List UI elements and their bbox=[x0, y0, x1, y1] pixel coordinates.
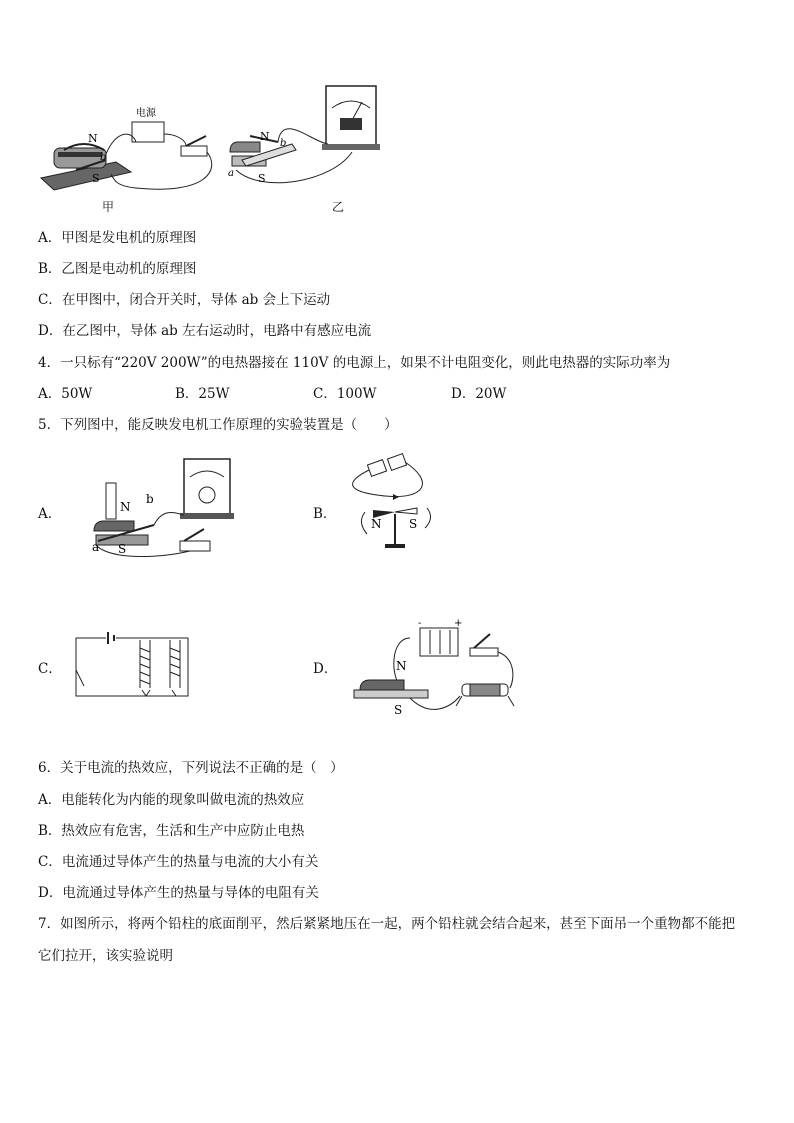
jia-s-label: S bbox=[92, 172, 100, 185]
q6-option-d: D．电流通过导体产生的热量与导体的电阻有关 bbox=[38, 885, 319, 901]
q5-b-n-label: N bbox=[371, 517, 382, 531]
q6-option-c: C．电流通过导体产生的热量与电流的大小有关 bbox=[38, 854, 319, 870]
q5-b-s-label: S bbox=[409, 517, 418, 531]
q5-stem: 5．下列图中，能反映发电机工作原理的实验装置是（ ） bbox=[38, 417, 398, 433]
yi-b-label: b bbox=[280, 138, 287, 149]
yi-s-label: S bbox=[258, 172, 266, 185]
jia-b-label: b bbox=[100, 152, 107, 163]
q6-option-b: B．热效应有危害，生活和生产中应防止电热 bbox=[38, 823, 305, 839]
q5-d-n-label: N bbox=[396, 659, 407, 673]
q4-option-d: D．20W bbox=[451, 386, 507, 402]
figure-yi bbox=[222, 82, 392, 192]
q3-option-a: A．甲图是发电机的原理图 bbox=[38, 230, 197, 246]
q5-figure-b bbox=[345, 452, 445, 562]
q5-a-b-label: b bbox=[146, 492, 154, 506]
q5-label-c: C． bbox=[38, 661, 62, 677]
q7-stem-line2: 它们拉开，该实验说明 bbox=[38, 948, 173, 964]
q5-d-s-label: S bbox=[394, 703, 403, 717]
q5-d-minus-label: - bbox=[418, 618, 422, 629]
q5-figure-d bbox=[350, 618, 525, 718]
q5-a-n-label: N bbox=[120, 500, 131, 514]
figure-jia bbox=[36, 100, 226, 195]
q5-figure-a bbox=[84, 455, 244, 565]
q7-stem-line1: 7．如图所示，将两个铅柱的底面削平，然后紧紧地压在一起，两个铅柱就会结合起来，甚至下面吊一个重物都不能把 bbox=[38, 916, 736, 932]
q3-option-d: D．在乙图中，导体 ab 左右运动时，电路中有感应电流 bbox=[38, 323, 372, 339]
q6-option-a: A．电能转化为内能的现象叫做电流的热效应 bbox=[38, 792, 305, 808]
q3-option-b: B．乙图是电动机的原理图 bbox=[38, 261, 197, 277]
q4-option-b: B．25W bbox=[175, 386, 230, 402]
q5-a-a-label: a bbox=[92, 540, 100, 554]
yi-a-label: a bbox=[228, 168, 234, 179]
q5-label-a: A． bbox=[38, 506, 62, 522]
q3-option-c: C．在甲图中，闭合开关时，导体 ab 会上下运动 bbox=[38, 292, 331, 308]
q6-stem: 6．关于电流的热效应，下列说法不正确的是（ ） bbox=[38, 760, 344, 776]
yi-caption: 乙 bbox=[332, 200, 345, 214]
q4-stem: 4．一只标有“220V 200W”的电热器接在 110V 的电源上，如果不计电阻变化，则此电热器的实际功率为 bbox=[38, 355, 671, 371]
q5-figure-c bbox=[70, 628, 195, 703]
jia-caption: 甲 bbox=[102, 200, 115, 214]
q4-option-c: C．100W bbox=[313, 386, 377, 402]
yi-n-label: N bbox=[260, 130, 270, 143]
jia-power-label: 电源 bbox=[136, 108, 156, 119]
q5-d-plus-label: + bbox=[454, 618, 463, 629]
q5-label-d: D． bbox=[313, 661, 338, 677]
jia-n-label: N bbox=[88, 132, 98, 145]
q4-option-a: A．50W bbox=[38, 386, 93, 402]
q5-a-s-label: S bbox=[118, 542, 127, 556]
q5-label-b: B． bbox=[313, 506, 337, 522]
